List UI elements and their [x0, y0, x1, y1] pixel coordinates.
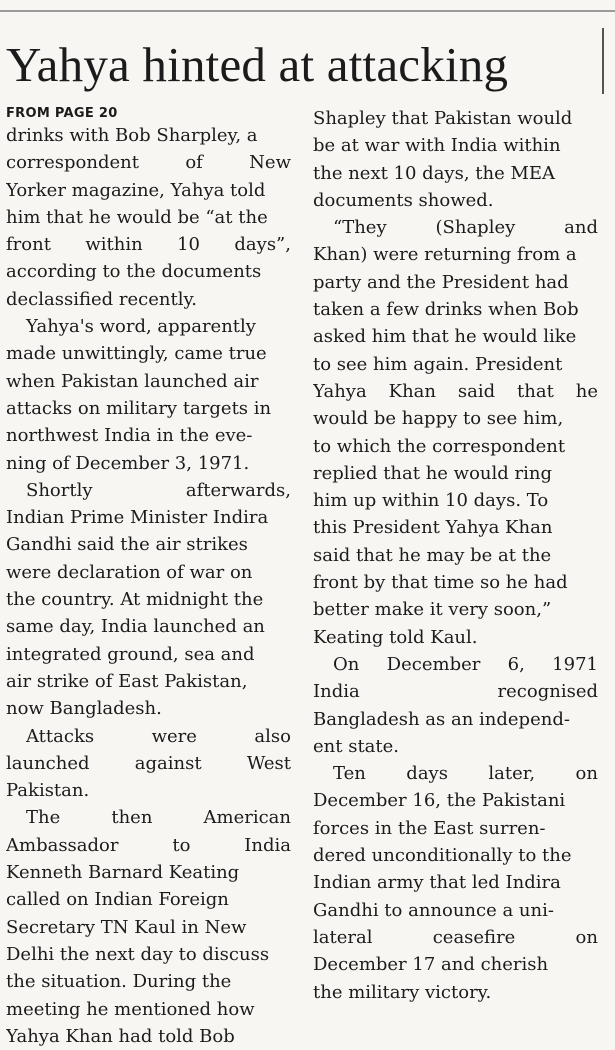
- adjacent-column-rule: [602, 28, 604, 94]
- text-line: lateral ceasefire on: [313, 926, 598, 948]
- text-line: the military victory.: [313, 981, 492, 1003]
- text-line: Shapley that Pakistan would: [313, 108, 573, 129]
- text-line: front within 10 days”,: [6, 234, 291, 256]
- text-line: declassified recently.: [6, 288, 197, 310]
- text-line: party and the President had: [313, 271, 569, 293]
- text-line: Yahya Khan said that he: [313, 380, 598, 402]
- text-line: Ten days later, on: [333, 763, 598, 785]
- text-line: northwest India in the eve-: [6, 425, 253, 447]
- text-line: Yahya's word, apparently: [26, 316, 256, 338]
- text-line: Yorker magazine, Yahya told: [6, 179, 266, 201]
- text-line: Indian army that led Indira: [313, 872, 561, 894]
- text-line: Ambassador to India: [6, 834, 291, 856]
- text-line: Yahya Khan had told Bob: [6, 1025, 235, 1047]
- text-line: Secretary TN Kaul in New: [6, 916, 247, 938]
- text-line: front by that time so he had: [313, 572, 568, 594]
- text-line: Gandhi said the air strikes: [6, 534, 248, 556]
- text-line: December 17 and cherish: [313, 954, 549, 976]
- continued-from-label: FROM PAGE 20: [6, 106, 118, 121]
- text-line: the country. At midnight the: [6, 589, 264, 611]
- text-line: Khan) were returning from a: [313, 244, 577, 266]
- text-line: drinks with Bob Sharpley, a: [6, 125, 258, 146]
- headline: Yahya hinted at attacking: [6, 37, 509, 92]
- text-line: On December 6, 1971: [333, 653, 598, 675]
- text-line: him that he would be “at the: [6, 206, 268, 228]
- text-line: Kenneth Barnard Keating: [6, 862, 240, 884]
- text-line: documents showed.: [313, 189, 494, 211]
- text-line: ning of December 3, 1971.: [6, 452, 250, 474]
- column-left: [6, 105, 291, 1050]
- text-line: The then American: [26, 807, 291, 829]
- text-line: made unwittingly, came true: [6, 343, 267, 365]
- text-line: Shortly afterwards,: [26, 479, 291, 501]
- text-line: be at war with India within: [313, 135, 561, 157]
- text-line: were declaration of war on: [6, 561, 253, 583]
- text-line: better make it very soon,”: [313, 599, 552, 621]
- text-line: would be happy to see him,: [313, 408, 564, 430]
- text-line: Gandhi to announce a uni-: [313, 899, 554, 921]
- text-line: Keating told Kaul.: [313, 626, 478, 648]
- text-line: integrated ground, sea and: [6, 643, 255, 665]
- text-line: dered unconditionally to the: [313, 845, 572, 867]
- text-line: air strike of East Pakistan,: [6, 670, 248, 692]
- text-line: Delhi the next day to discuss: [6, 943, 270, 965]
- right-column-text: [313, 105, 598, 1006]
- column-right: [313, 105, 598, 1006]
- text-line: ent state.: [313, 735, 400, 757]
- text-line: called on Indian Foreign: [6, 889, 229, 911]
- text-line: December 16, the Pakistani: [313, 790, 566, 812]
- text-line: replied that he would ring: [313, 462, 552, 484]
- left-column-text: [6, 122, 291, 1050]
- text-line: said that he may be at the: [313, 544, 552, 566]
- text-line: the situation. During the: [6, 971, 232, 993]
- text-line: Attacks were also: [26, 725, 291, 747]
- text-line: when Pakistan launched air: [6, 370, 259, 392]
- text-line: to which the correspondent: [313, 435, 566, 457]
- text-line: meeting he mentioned how: [6, 998, 255, 1020]
- text-line: “They (Shapley and: [333, 217, 598, 239]
- text-line: this President Yahya Khan: [313, 517, 553, 539]
- text-line: correspondent of New: [6, 152, 291, 174]
- text-line: Indian Prime Minister Indira: [6, 507, 269, 529]
- text-line: forces in the East surren-: [313, 817, 546, 839]
- top-rule: [0, 10, 615, 12]
- text-line: launched against West: [6, 752, 291, 774]
- text-line: same day, India launched an: [6, 616, 265, 638]
- text-line: to see him again. President: [313, 353, 563, 375]
- text-line: India recognised: [313, 681, 598, 703]
- text-line: taken a few drinks when Bob: [313, 299, 579, 321]
- text-line: Bangladesh as an independ-: [313, 708, 570, 730]
- text-line: asked him that he would like: [313, 326, 577, 348]
- text-line: him up within 10 days. To: [313, 490, 549, 512]
- text-line: now Bangladesh.: [6, 698, 162, 720]
- text-line: according to the documents: [6, 261, 262, 283]
- text-line: Pakistan.: [6, 780, 90, 802]
- text-line: attacks on military targets in: [6, 397, 272, 419]
- text-line: the next 10 days, the MEA: [313, 162, 556, 184]
